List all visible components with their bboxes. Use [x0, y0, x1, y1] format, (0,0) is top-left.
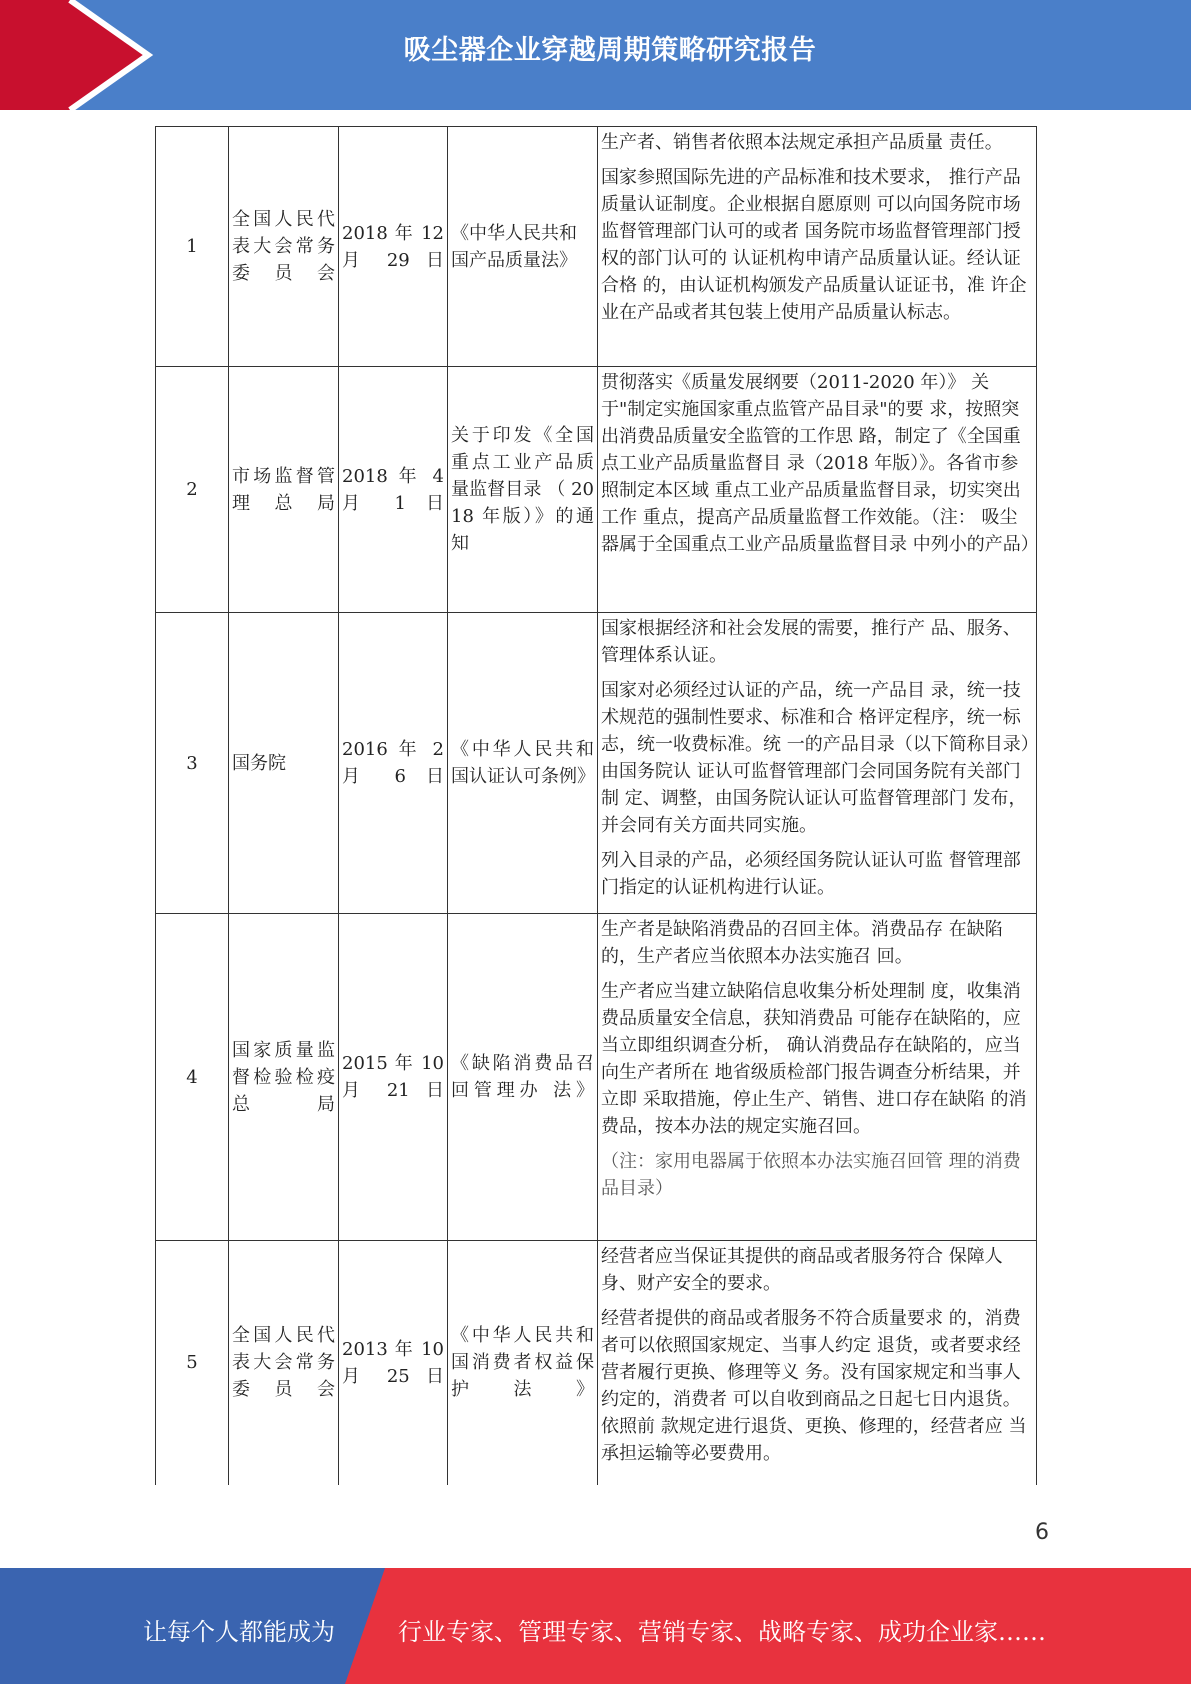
- issuer-cell: 国家质量监督检验检疫总局: [229, 914, 339, 1241]
- date-cell: 2018 年 4 月 1 日: [339, 367, 448, 613]
- row-number: 4: [156, 914, 229, 1241]
- table-row: [156, 613, 1037, 914]
- content-paragraph: 国家参照国际先进的产品标准和技术要求， 推行产品质量认证制度。企业根据自愿原则 可以向国务院市场监督管理部门认可的或者 国务院市场监督管理部门授权的部门认可的 认证机构申请产品质量认证。经认证合格 的，由认证机构颁发产品质量认证证书，准 许企业在产品或者其包装上使用产品质量认标志。: [601, 167, 1027, 323]
- document-cell: 关于印发《全国重点工业产品质量监督目录 （ 2018 年版）》的通知: [448, 367, 598, 613]
- content-cell: [598, 367, 1037, 613]
- content-paragraph: 经营者提供的商品或者服务不符合质量要求 的，消费者可以依照国家规定、当事人约定 退货，或者要求经营者履行更换、修理等义 务。没有国家规定和当事人约定的，消费者 可以自收到商品之日起七日内退货。依照前 款规定进行退货、更换、修理的，经营者应 当承担运输等必要费用。: [601, 1308, 1027, 1464]
- content-cell: [598, 914, 1037, 1241]
- table-row: [156, 367, 1037, 613]
- row-number: 2: [156, 367, 229, 613]
- document-cell: 《中华人民共和国产品质量法》: [448, 127, 598, 367]
- row-number: 1: [156, 127, 229, 367]
- row-number: 5: [156, 1241, 229, 1485]
- content-cell: [598, 127, 1037, 367]
- content-paragraph: 生产者是缺陷消费品的召回主体。消费品存 在缺陷的，生产者应当依照本办法实施召 回。: [601, 919, 1003, 967]
- content-paragraph: 国家对必须经过认证的产品，统一产品目 录，统一技术规范的强制性要求、标准和合 格评定程序，统一标志，统一收费标准。统 一的产品目录（以下简称目录）由国务院认 证认可监督管理部门会同国务院有关部门制 定、调整，由国务院认证认可监督管理部门 发布，并会同有关方面共同实施。: [601, 680, 1030, 836]
- content-cell: [598, 613, 1037, 914]
- content-paragraph: 列入目录的产品，必须经国务院认证认可监 督管理部门指定的认证机构进行认证。: [601, 850, 1021, 898]
- footer-slogan-left: 让每个人都能成为: [143, 1618, 335, 1646]
- page-footer: [0, 1568, 1191, 1684]
- date-cell: 2015 年 10 月 21 日: [339, 914, 448, 1241]
- policy-table: [155, 126, 1037, 1485]
- page-number: 6: [1035, 1520, 1049, 1545]
- footer-slogan-right: 行业专家、管理专家、营销专家、战略专家、成功企业家……: [398, 1618, 1046, 1646]
- date-cell: 2018 年 12 月 29 日: [339, 127, 448, 367]
- table-row: [156, 914, 1037, 1241]
- document-cell: 《中华人民共和国消费者权益保护法》: [448, 1241, 598, 1485]
- issuer-cell: 全国人民代表大会常务委员会: [229, 127, 339, 367]
- issuer-cell: 市场监督管理总局: [229, 367, 339, 613]
- date-cell: 2016 年 2 月 6 日: [339, 613, 448, 914]
- date-cell: 2013 年 10 月 25 日: [339, 1241, 448, 1485]
- table-row: [156, 127, 1037, 367]
- content-paragraph: 生产者、销售者依照本法规定承担产品质量 责任。: [601, 132, 1003, 153]
- row-number: 3: [156, 613, 229, 914]
- document-cell: 《中华人民共和国认证认可条例》: [448, 613, 598, 914]
- content-paragraph: 生产者应当建立缺陷信息收集分析处理制 度，收集消费品质量安全信息，获知消费品 可能存在缺陷的，应当立即组织调查分析， 确认消费品存在缺陷的，应当向生产者所在 地省级质检部门报告调查分析结果，并立即 采取措施，停止生产、销售、进口存在缺陷 的消费品，按本办法的规定实施召回。: [601, 981, 1027, 1137]
- document-cell: 《缺陷消费品召回管理办 法》: [448, 914, 598, 1241]
- page-header: [0, 0, 1191, 110]
- issuer-cell: 全国人民代表大会常务委员会: [229, 1241, 339, 1485]
- issuer-cell: 国务院: [229, 613, 339, 914]
- content-paragraph: 经营者应当保证其提供的商品或者服务符合 保障人身、财产安全的要求。: [601, 1246, 1003, 1294]
- report-title: 吸尘器企业穿越周期策略研究报告: [403, 35, 817, 66]
- content-note: （注：家用电器属于依照本办法实施召回管 理的消费品目录）: [601, 1151, 1021, 1199]
- table-row: [156, 1241, 1037, 1485]
- content-paragraph: 贯彻落实《质量发展纲要（2011-2020 年）》 关于"制定实施国家重点监管产品目录"的要 求，按照突出消费品质量安全监管的工作思 路，制定了《全国重点工业产品质量监督目 录（2018 年版）》。各省市参照制定本区域 重点工业产品质量监督目录，切实突出工作 重点，提高产品质量监督工作效能。（注： 吸尘器属于全国重点工业产品质量监督目录 中列小的产品）: [601, 372, 1039, 555]
- content-cell: [598, 1241, 1037, 1485]
- content-paragraph: 国家根据经济和社会发展的需要，推行产 品、服务、管理体系认证。: [601, 618, 1021, 666]
